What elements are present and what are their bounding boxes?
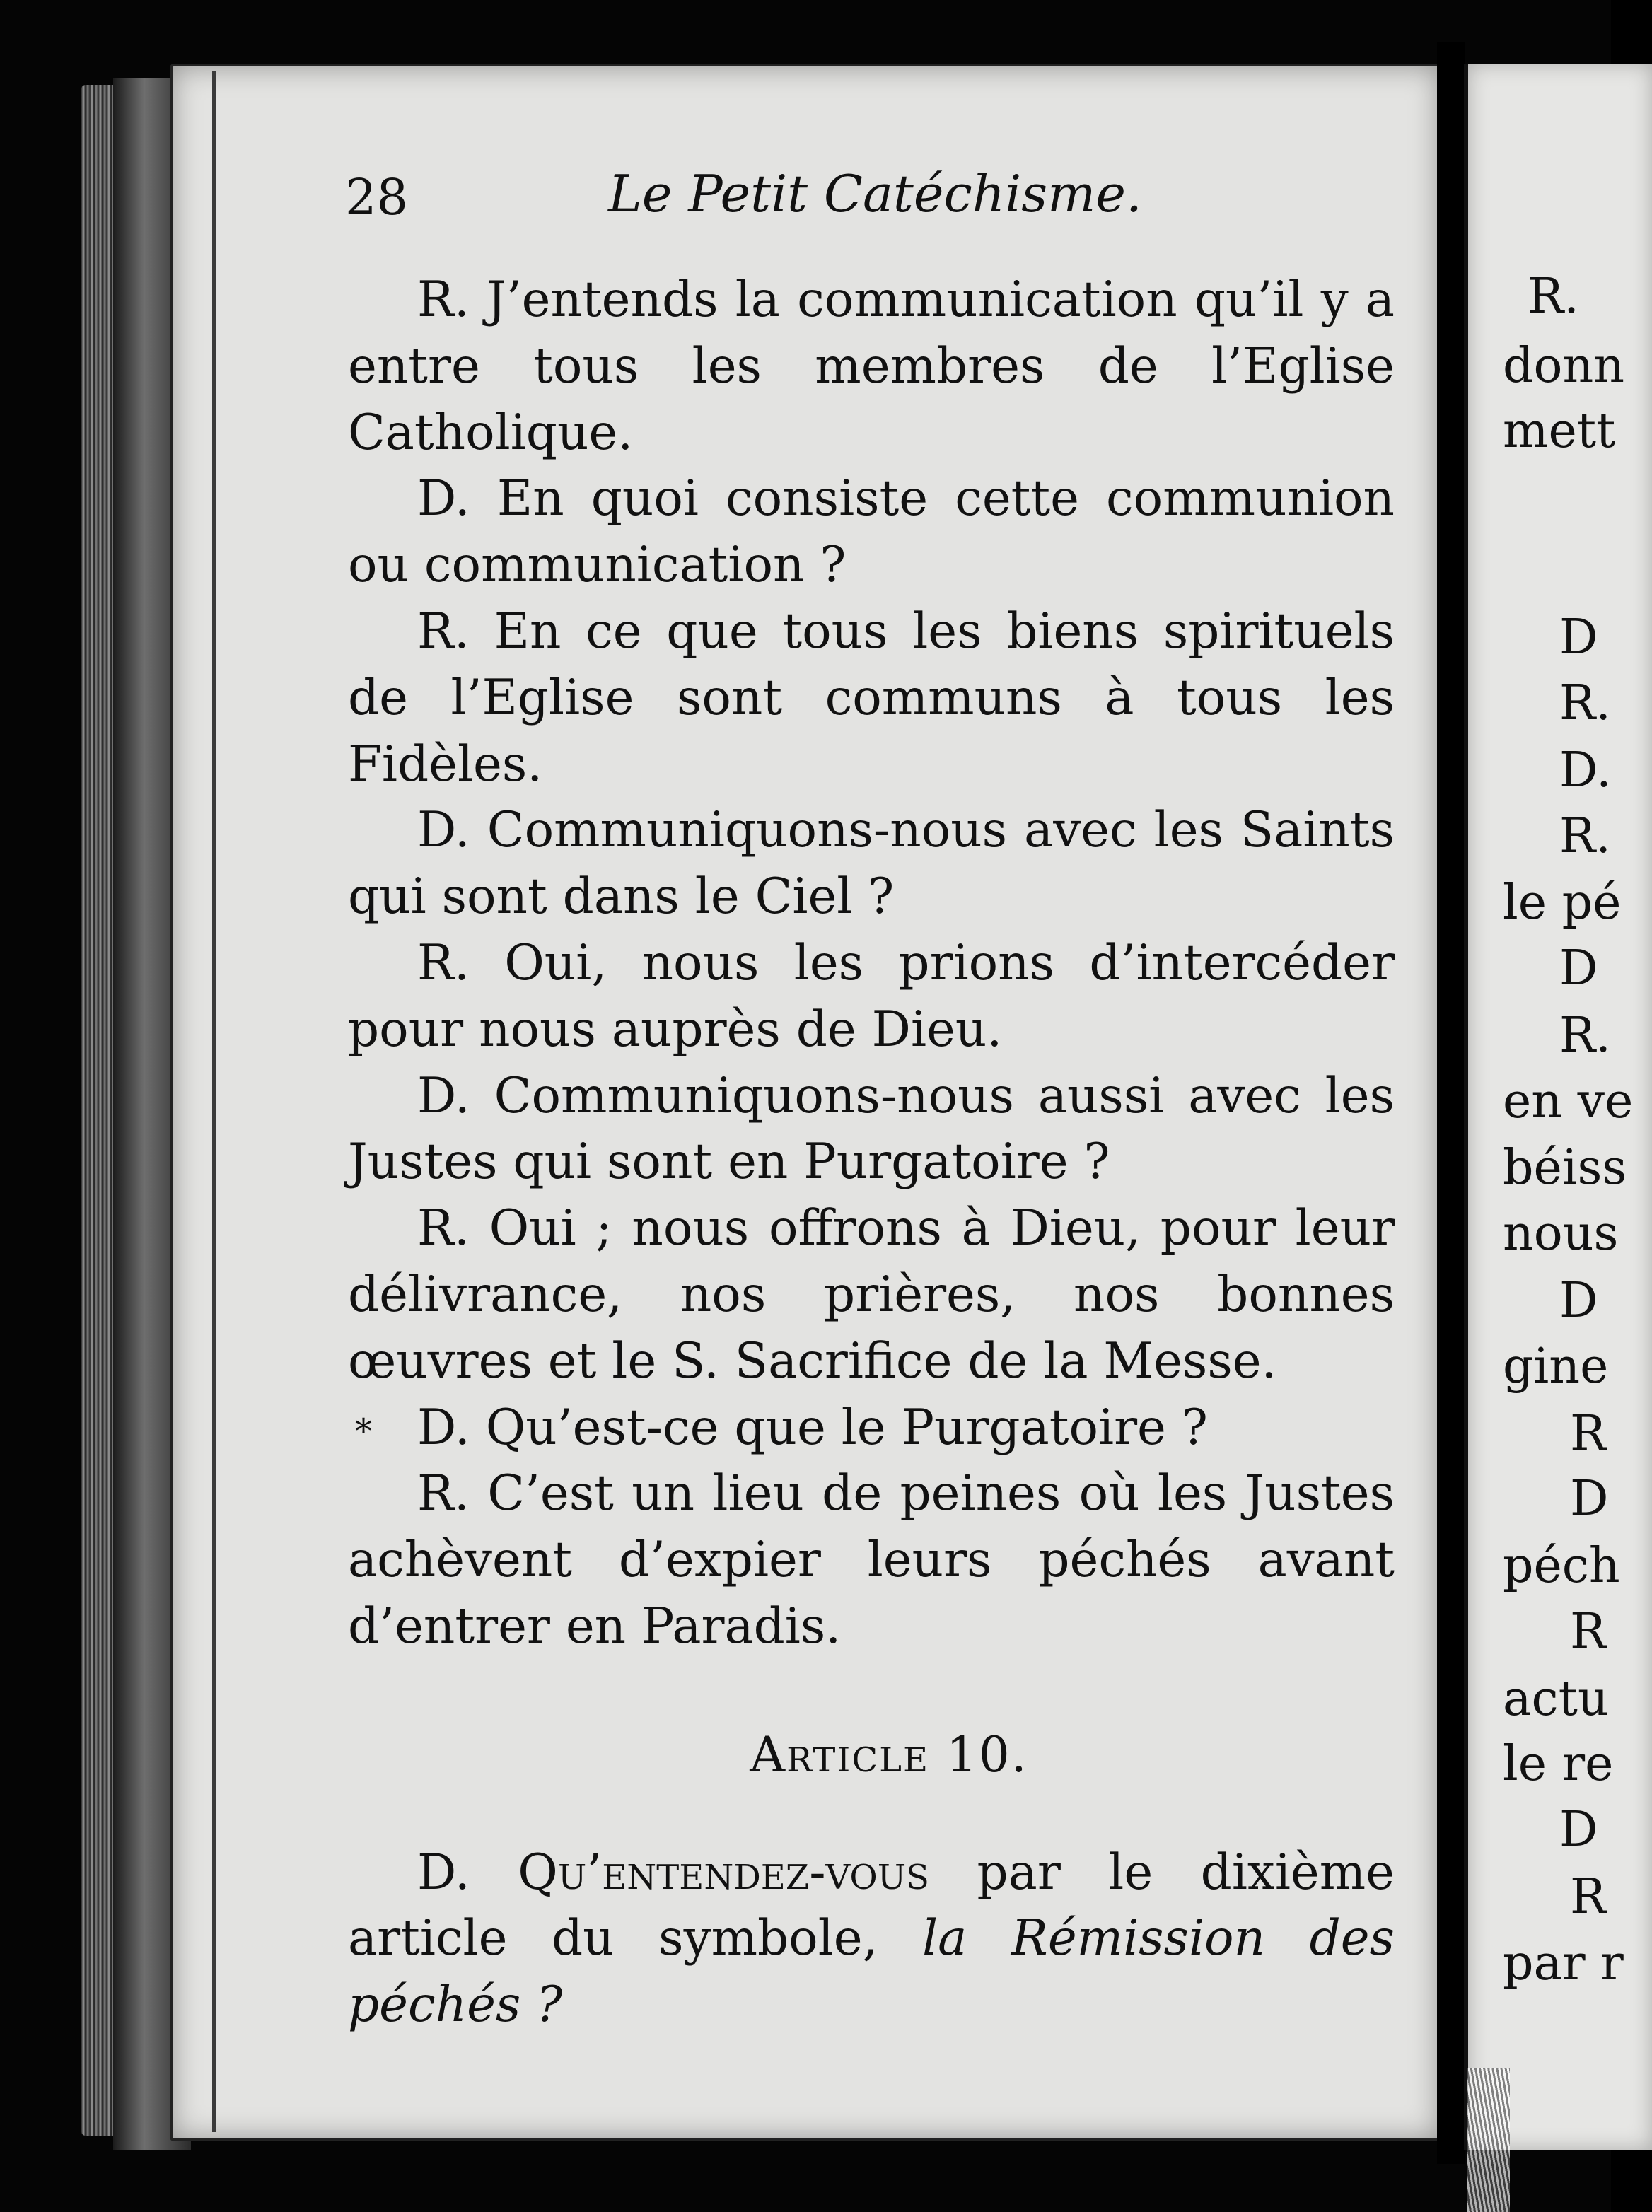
question-lead: D. Qu’entendez-vous [417,1844,930,1901]
page-number: 28 [345,168,409,226]
paragraph-question: D. Communiquons-nous aussi avec les Justes qui sont en Purgatoire ? [348,1067,1395,1191]
right-fragment: R. [1528,269,1579,325]
right-fragment: péch [1503,1538,1620,1594]
right-fragment: béiss [1503,1140,1627,1196]
right-fragment: R [1570,1869,1607,1925]
bookmark-ribbon [1467,2068,1510,2212]
right-fragment: D. [1559,743,1612,798]
right-fragment: R. [1559,808,1611,864]
right-fragment: D [1559,1273,1598,1329]
right-fragment: donn [1503,338,1625,394]
right-fragment: R. [1559,1008,1611,1064]
right-fragment: R [1570,1406,1607,1462]
body-text [348,267,1395,2039]
paragraph-answer: R. En ce que tous les biens spirituels de l’Eglise sont communs à tous les Fidèles. [348,603,1395,793]
question-text: D. Qu’est-ce que le Purgatoire ? [417,1399,1208,1456]
right-fragment: actu [1503,1671,1609,1727]
right-fragment: D [1559,941,1598,996]
paragraph-answer: R. J’entends la communication qu’il y a entre tous les membres de l’Eglise Catholique. [348,272,1395,461]
right-fragment: le pé [1503,875,1622,931]
gutter [1437,42,1465,2164]
paragraph-question: D. En quoi consiste cette communion ou communication ? [348,470,1395,594]
right-fragment: mett [1503,403,1616,459]
paragraph-question: D. Communiquons-nous avec les Saints qui sont dans le Ciel ? [348,802,1395,926]
paragraph-answer: R. Oui ; nous offrons à Dieu, pour leur délivrance, nos prières, nos bonnes œuvres et le S. Sacrifice de la Messe. [348,1200,1395,1390]
right-fragment: en ve [1503,1073,1634,1129]
right-fragment: R [1570,1604,1607,1660]
right-fragment: D [1559,610,1598,665]
article-heading: Article 10. [750,1726,1028,1783]
paragraph-question-starred [348,1395,1395,1462]
paragraph-answer: R. Oui, nous les prions d’intercéder pour nous auprès de Dieu. [348,934,1395,1058]
asterism-marker: * [355,1411,372,1451]
running-title: Le Petit Catéchisme. [608,164,1142,223]
paragraph-question [348,1840,1395,2039]
question-italic: la Rémission des péchés ? [348,1910,1395,2034]
question-text: par le dixième article du symbole, [348,1844,1395,1967]
right-fragment: par r [1503,1936,1624,1991]
right-fragment: nous [1503,1206,1619,1262]
right-fragment: le re [1503,1736,1614,1792]
right-fragment: R. [1559,675,1611,731]
right-fragment: D [1559,1802,1598,1858]
right-fragment: gine [1503,1339,1609,1395]
right-fragment: D [1570,1471,1609,1527]
paragraph-answer: R. C’est un lieu de peines où les Justes achèvent d’expier leurs péchés avant d’entrer en Paradis. [348,1465,1395,1655]
